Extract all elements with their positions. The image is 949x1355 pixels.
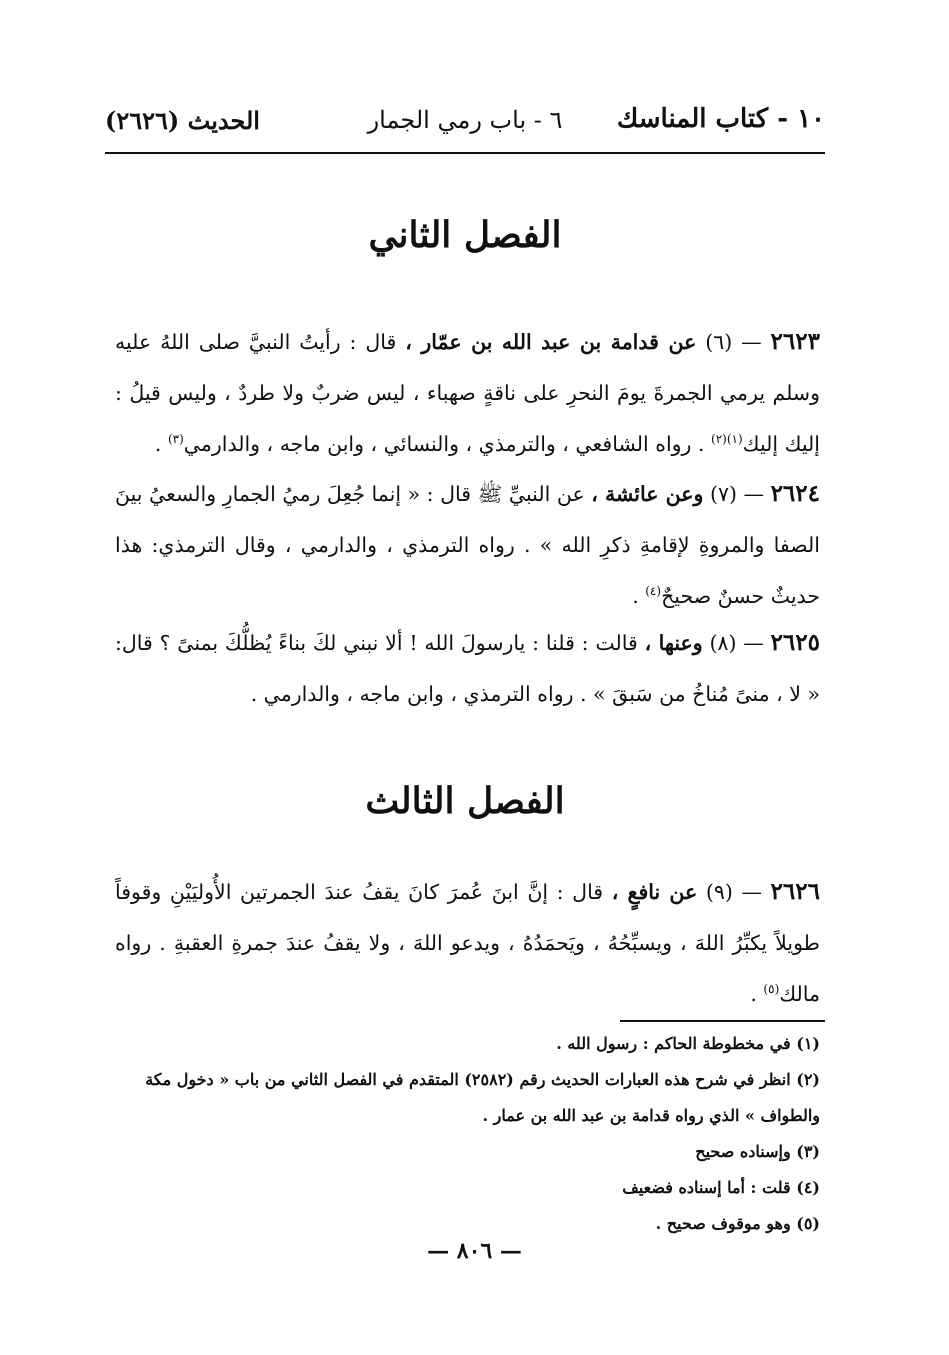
hadith-index: — (٨) [709,631,764,655]
footnote-3: (٣) وإسناده صحيح [695,1142,820,1161]
hadith-number: ٢٦٢٥ [770,629,820,656]
hadith-text: قالت : قلنا : يارسولَ الله ! ألا نبني لكَ بناءً يُظلُّكَ بمنىً ؟ قال: « لا ، منىً مُناخُ من سَبقَ » . رواه الترمذي ، وابن ماجه ، والدارمي . [115,631,820,706]
hadith-index: — (٩) [705,880,762,904]
section-heading: ٦ - باب رمي الجمار [367,106,563,134]
footnote-4: (٤) قلت : أما إسناده فضعيف [622,1178,820,1197]
hadith-narrator: عن نافعٍ ، [611,880,698,904]
hadith-number: ٢٦٢٦ [770,878,820,905]
section-title-third: الفصل الثالث [365,780,565,822]
hadith-narrator: وعنها ، [644,631,703,655]
hadith-text: قال : رأيتُ النبيَّ صلى اللهُ عليه وسلم يرمي الجمرةَ يومَ النحرِ على ناقةٍ صهباء ، ليس ضربٌ ولا طردٌ ، وليس قيلُ : إليك إليك [115,330,820,456]
hadith-number: ٢٦٢٣ [770,328,820,355]
hadith-2623 [115,316,820,470]
hadith-index: — (٧) [709,482,765,506]
hadith-narrator: عن قدامة بن عبد الله بن عمّار ، [405,330,697,354]
footnote-ref: (٢) [711,432,727,447]
footnote-2: (٢) انظر في شرح هذه العبارات الحديث رقم (٢٥٨٢) المتقدم في الفصل الثاني من باب « دخول مكة والطواف » الذي رواه قدامة بن عبد الله بن عمار . [145,1070,820,1125]
page-header [105,100,825,150]
hadith-narrator: وعن عائشة ، [591,482,704,506]
footnotes [115,1026,820,1242]
footnote-ref: (١) [726,432,743,447]
footnote-ref: (٣) [167,432,184,447]
hadith-end: . [632,584,646,608]
hadith-range: الحديث (٢٦٢٦) [105,106,260,135]
hadith-index: — (٦) [705,330,762,354]
footnote-1: (١) في مخطوطة الحاكم : رسول الله . [556,1034,820,1053]
hadith-text: قال : إنَّ ابنَ عُمرَ كانَ يقفُ عندَ الجمرتين الأُوليَيْنِ وقوفاً طويلاً يكبِّرُ اللهَ ، ويسبِّحُهُ ، ويَحمَدُهُ ، ويدعو اللهَ ، ولا يقفُ عندَ جمرةِ العقبةِ . رواه مالك [115,880,820,1006]
footnote-ref: (٤) [645,584,662,599]
hadith-text: عن النبيِّ ﷺ قال : « إنما جُعِلَ رميُ الجمارِ والسعيُ بينَ الصفا والمروةِ لإقامةِ ذكرِ الله » . رواه الترمذي ، والدارمي ، وقال الترمذي: هذا حديثٌ حسنٌ صحيحٌ [115,482,820,608]
chapter-title: ١٠ - كتاب المناسك [616,104,825,134]
hadith-2624 [115,468,820,622]
hadith-2625 [115,617,820,720]
footnote-ref: (٥) [763,982,780,997]
section-title-second: الفصل الثاني [368,214,562,256]
footnote-rule [620,1020,825,1022]
page-number: — ٨٠٦ — [427,1238,522,1264]
footnote-5: (٥) وهو موقوف صحيح . [655,1214,820,1233]
hadith-source: . رواه الشافعي ، والترمذي ، والنسائي ، وابن ماجه ، والدارمي [183,432,705,456]
hadith-end: . [750,982,764,1006]
header-rule [105,152,825,154]
hadith-number: ٢٦٢٤ [770,480,820,507]
hadith-2626 [115,866,820,1020]
hadith-end: . [154,432,168,456]
